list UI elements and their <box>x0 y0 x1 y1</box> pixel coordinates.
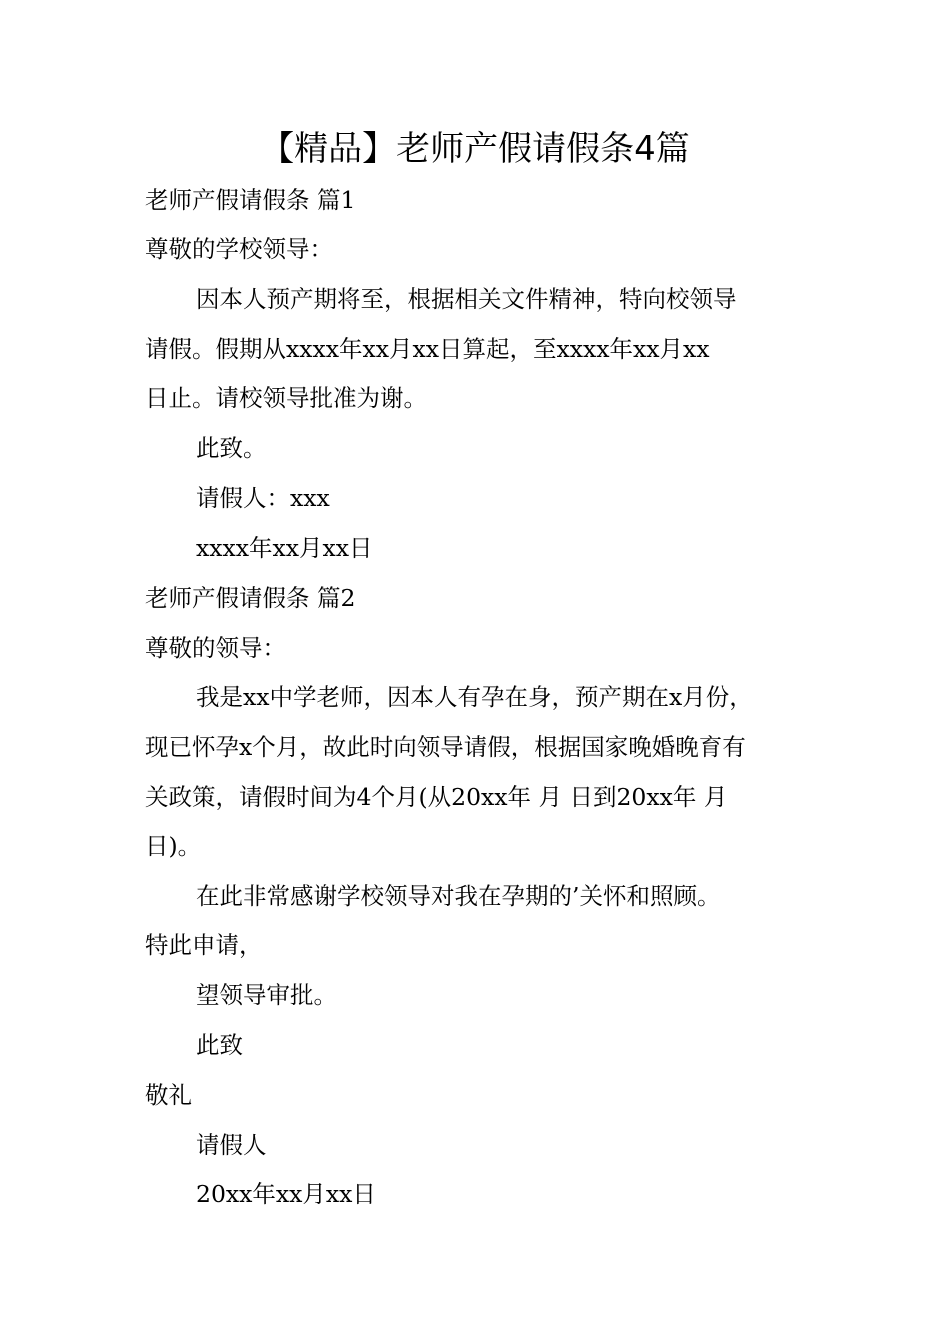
section2-applicant: 请假人 <box>196 1131 267 1159</box>
section2-heading: 老师产假请假条 篇2 <box>145 584 356 612</box>
section2-salutation: 尊敬的领导： <box>145 634 286 662</box>
section1-body-line-2: 请假。假期从xxxx年xx月xx日算起，至xxxx年xx月xx <box>145 335 710 363</box>
section2-thanks: 在此非常感谢学校领导对我在孕期的’关怀和照顾。 <box>196 882 721 910</box>
section1-body-line-1: 因本人预产期将至，根据相关文件精神，特向校领导 <box>196 285 737 313</box>
section2-approval: 望领导审批。 <box>196 981 337 1009</box>
section1-date: xxxx年xx月xx日 <box>196 534 373 562</box>
section2-body-line-1: 我是xx中学老师，因本人有孕在身，预产期在x月份， <box>196 683 753 711</box>
section2-regards: 敬礼 <box>145 1081 192 1109</box>
section1-heading: 老师产假请假条 篇1 <box>145 186 356 214</box>
section1-body-line-3: 日止。请校领导批准为谢。 <box>145 384 427 412</box>
section1-closing: 此致。 <box>196 434 267 462</box>
section2-date: 20xx年xx月xx日 <box>196 1180 376 1208</box>
section1-applicant: 请假人：xxx <box>196 484 330 512</box>
section2-body-line-3: 关政策，请假时间为4个月(从20xx年 月 日到20xx年 月 <box>145 783 728 811</box>
section2-body-line-4: 日)。 <box>145 832 202 860</box>
section2-body-line-2: 现已怀孕x个月，故此时向领导请假，根据国家晚婚晚育有 <box>145 733 746 761</box>
section2-request: 特此申请， <box>145 931 263 959</box>
section2-closing: 此致 <box>196 1031 243 1059</box>
section1-salutation: 尊敬的学校领导： <box>145 235 333 263</box>
document-title: 【精品】老师产假请假条4篇 <box>260 129 690 169</box>
